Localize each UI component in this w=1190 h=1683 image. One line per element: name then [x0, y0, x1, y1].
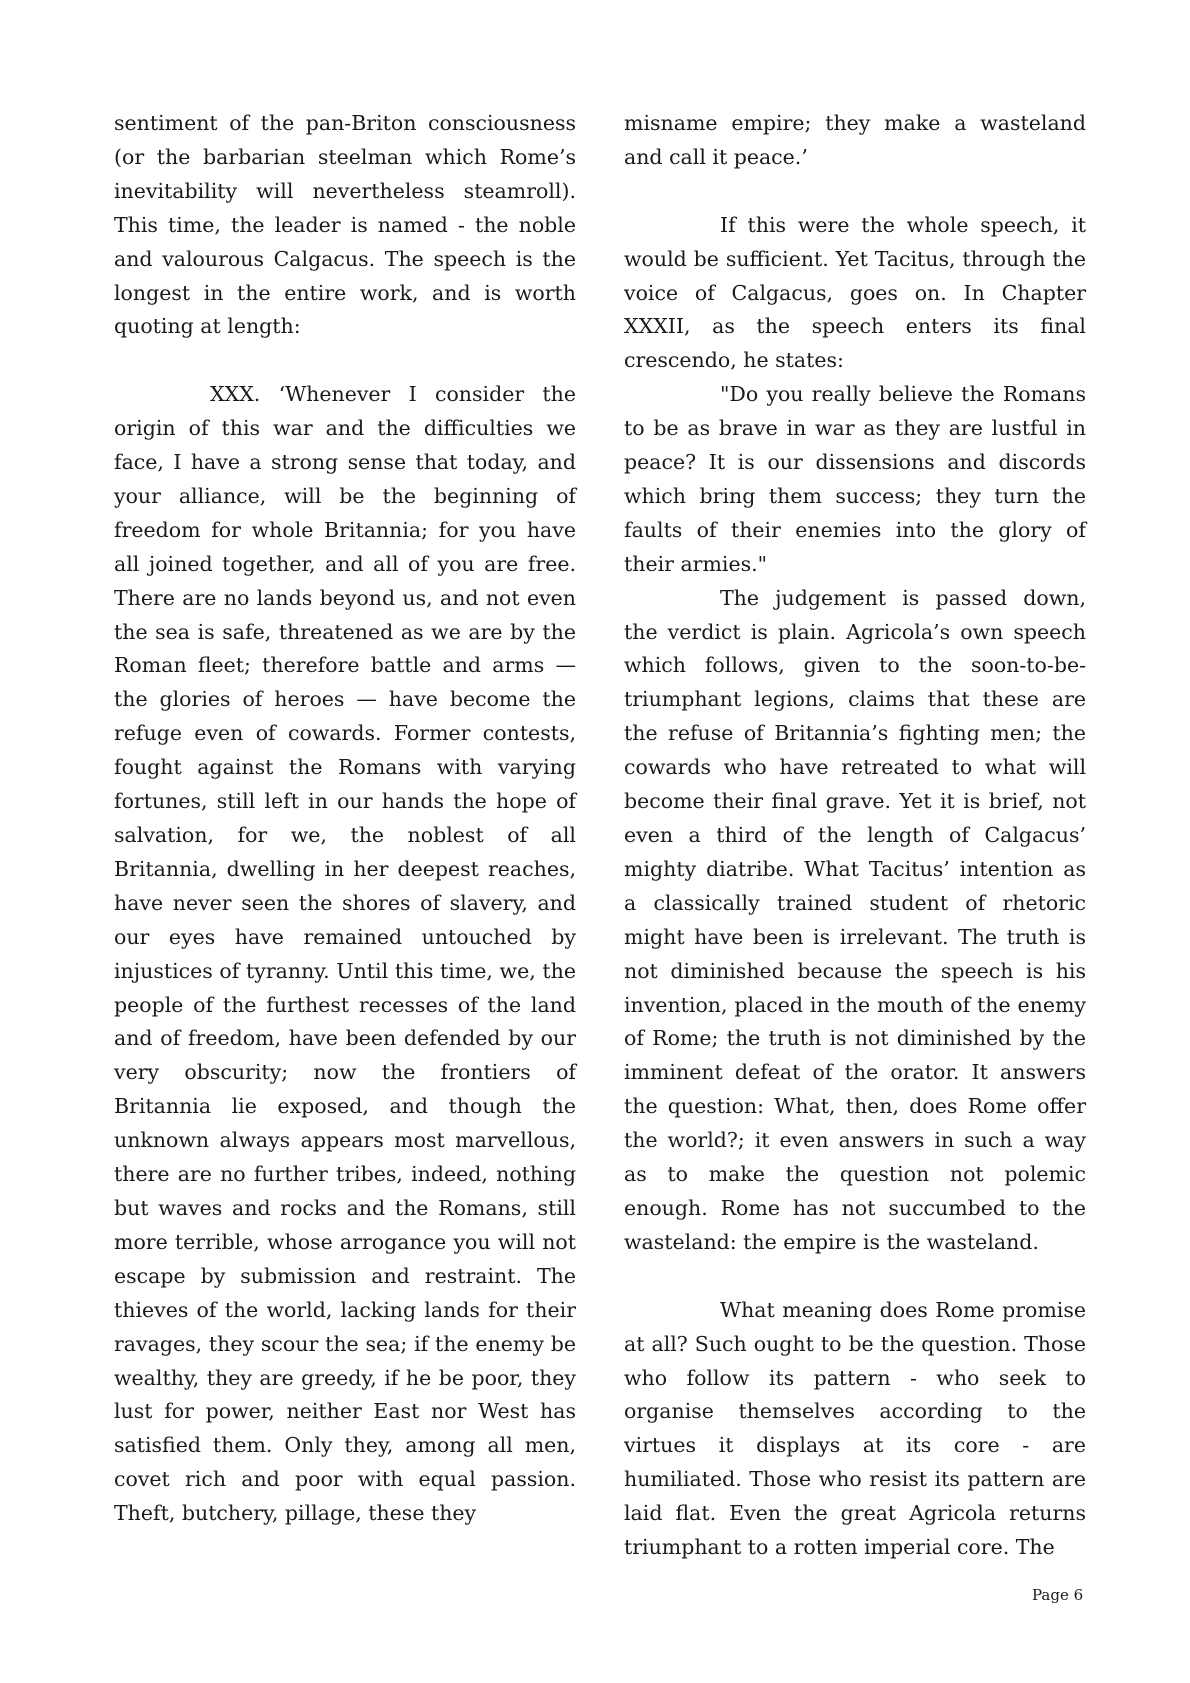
paragraph: If this were the whole speech, it would be sufficient. Yet Tacitus, through the voice of Calgacus, goes on. In Chapter XXXII, as the speech enters its final crescendo, he states:: [624, 212, 1086, 373]
quotation-paragraph: "Do you really believe the Romans to be as brave in war as they are lustful in peace? It is our dissensions and discords which bring them success; they turn the faults of their enemies into the glory of their armies.": [624, 382, 1086, 576]
paragraph: The judgement is passed down, the verdict is plain. Agricola’s own speech which follows, given to the soon-to-be-triumphant legions, claims that these are the refuse of Britannia’s fighting men; the cowards who have retreated to what will become their final grave. Yet it is brief, not even a third of the length of Calgacus’ mighty diatribe. What Tacitus’ intention as a classically trained student of rhetoric might have been is irrelevant. The truth is not diminished because the speech is his invention, placed in the mouth of the enemy of Rome; the truth is not diminished by the imminent defeat of the orator. It answers the question: What, then, does Rome offer the world?; it even answers in such a way as to make the question not polemic enough. Rome has not succumbed to the wasteland: the empire is the wasteland.: [624, 585, 1086, 1254]
right-column: [624, 107, 1086, 1565]
paragraph: sentiment of the pan-Briton consciousness (or the barbarian steelman which Rome’s inevitability will nevertheless steamroll). This time, the leader is named - the noble and valourous Calgacus. The speech is the longest in the entire work, and is worth quoting at length:: [114, 111, 576, 339]
page-number: Page 6: [1032, 1586, 1084, 1604]
quotation-paragraph: XXX. ‘Whenever I consider the origin of this war and the difficulties we face, I have a strong sense that today, and your alliance, will be the beginning of freedom for whole Britannia; for you have all joined together, and all of you are free. There are no lands beyond us, and not even the sea is safe, threatened as we are by the Roman fleet; therefore battle and arms — the glories of heroes — have become the refuge even of cowards. Former contests, fought against the Romans with varying fortunes, still left in our hands the hope of salvation, for we, the noblest of all Britannia, dwelling in her deepest reaches, have never seen the shores of slavery, and our eyes have remained untouched by injustices of tyranny. Until this time, we, the people of the furthest recesses of the land and of freedom, have been defended by our very obscurity; now the frontiers of Britannia lie exposed, and though the unknown always appears most marvellous, there are no further tribes, indeed, nothing but waves and rocks and the Romans, still more terrible, whose arrogance you will not escape by submission and restraint. The thieves of the world, lacking lands for their ravages, they scour the sea; if the enemy be wealthy, they are greedy, if he be poor, they lust for power, neither East nor West has satisfied them. Only they, among all men, covet rich and poor with equal passion. Theft, butchery, pillage, these they: [114, 382, 576, 1526]
paragraph: What meaning does Rome promise at all? Such ought to be the question. Those who follow its pattern - who seek to organise themselves according to the virtues it displays at its core - are humiliated. Those who resist its pattern are laid flat. Even the great Agricola returns triumphant to a rotten imperial core. The: [624, 1297, 1086, 1560]
left-column: [114, 107, 576, 1531]
paragraph: misname empire; they make a wasteland and call it peace.’: [624, 111, 1086, 169]
